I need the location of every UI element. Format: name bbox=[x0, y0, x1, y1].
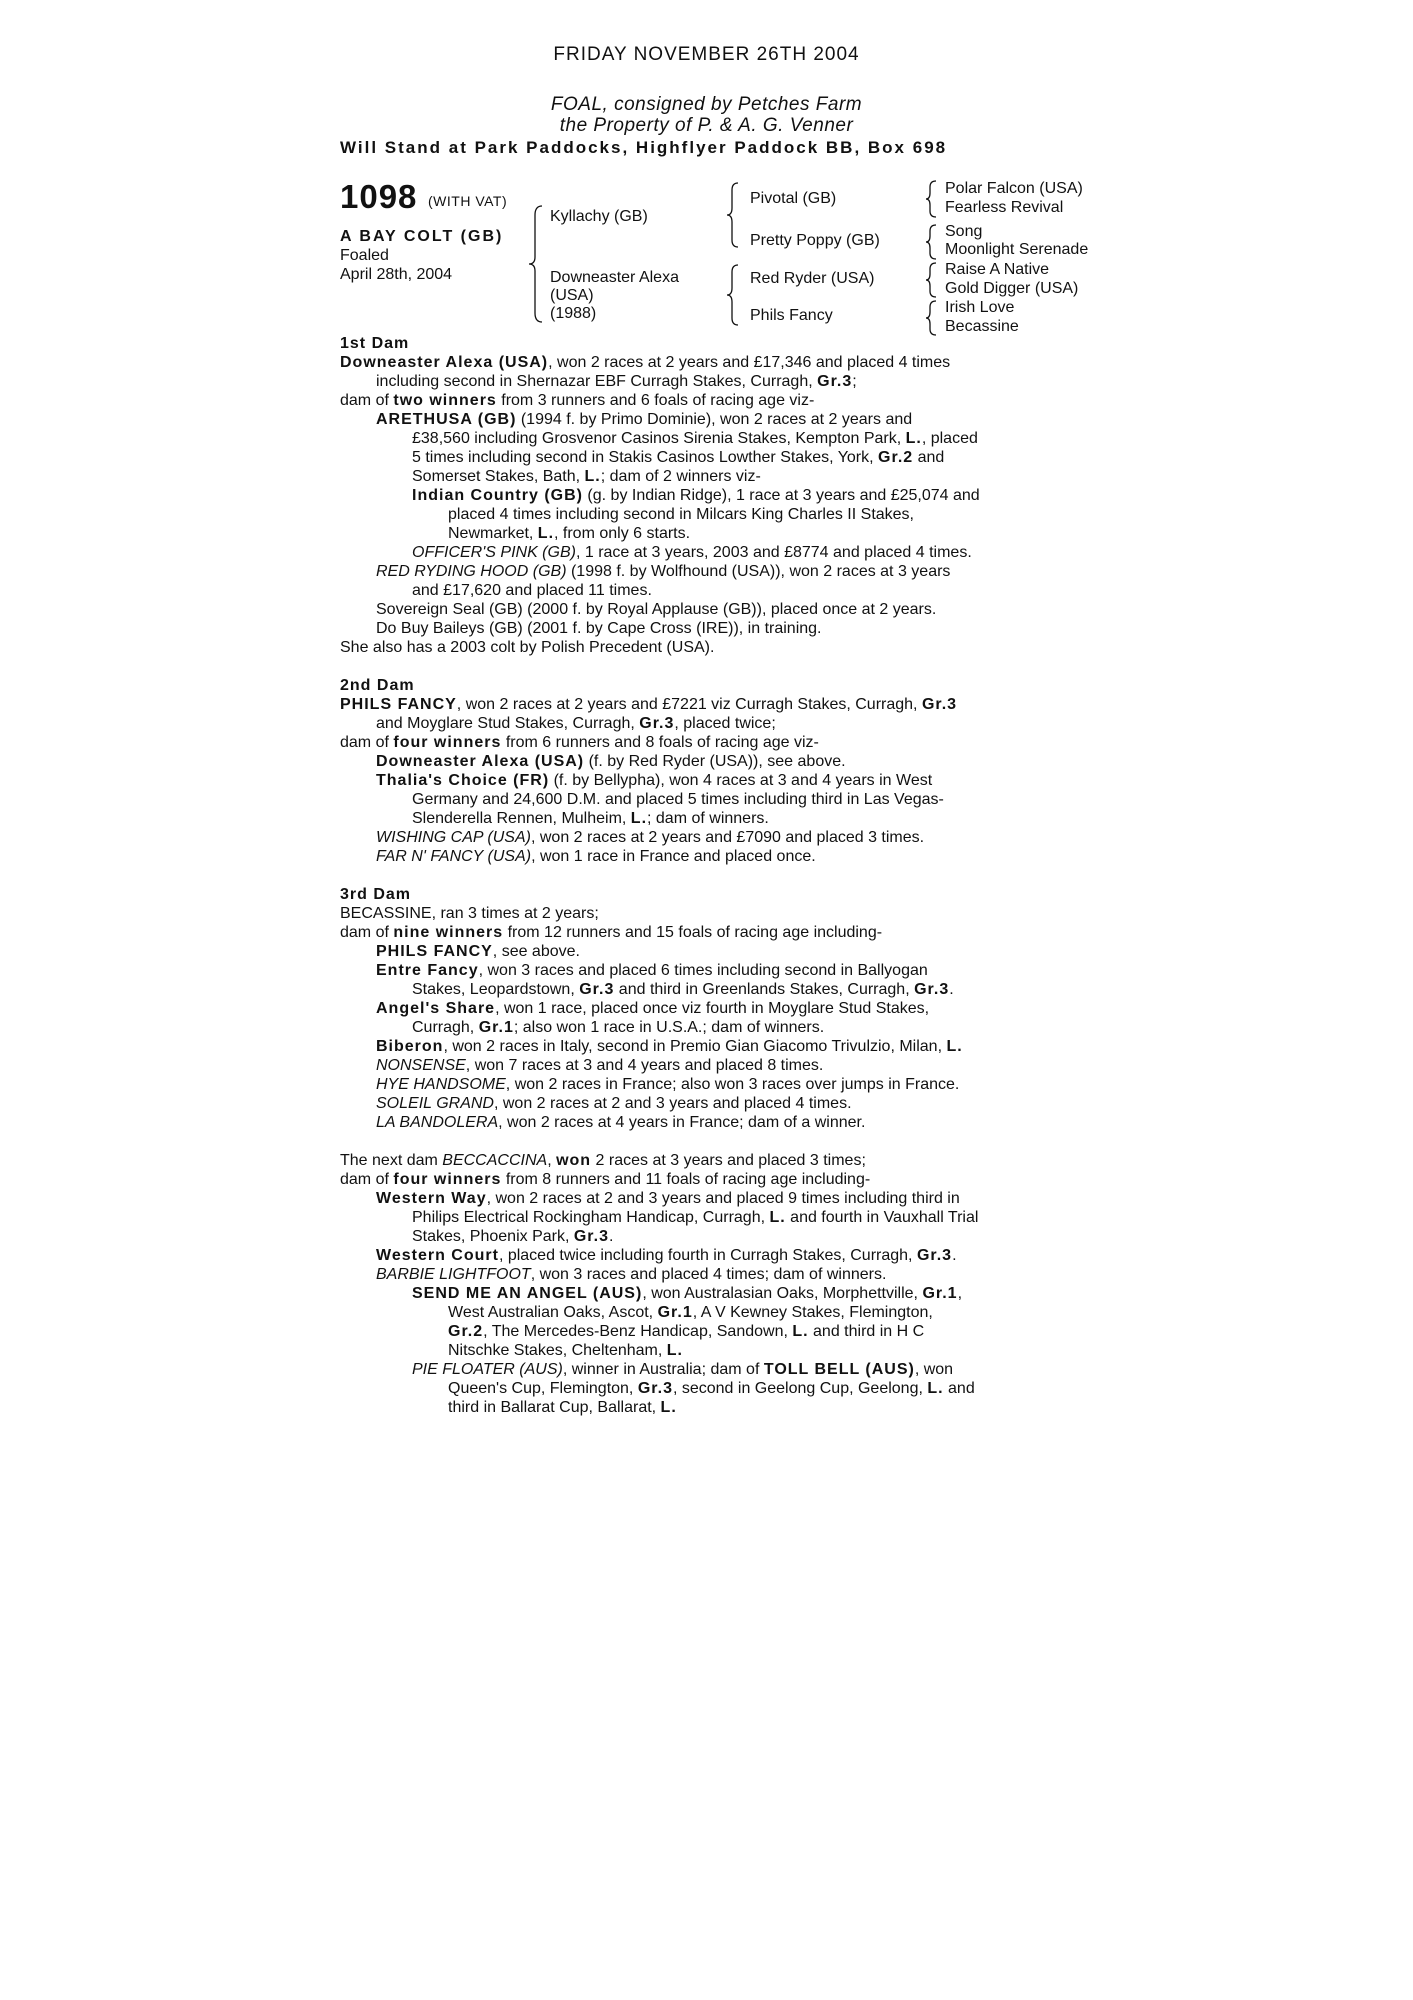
line-text: BECCACCINA bbox=[442, 1152, 548, 1169]
catalogue-line bbox=[340, 1018, 1080, 1037]
catalogue-line bbox=[340, 524, 1080, 543]
line-text: PHILS FANCY bbox=[376, 943, 493, 960]
line-text: Indian Country (GB) bbox=[412, 487, 583, 504]
line-text: SOLEIL GRAND bbox=[376, 1095, 494, 1112]
pedigree-dds: Irish Love bbox=[945, 299, 1015, 316]
pedigree-ddd: Becassine bbox=[945, 318, 1019, 335]
pedigree-sire-dam: Pretty Poppy (GB) bbox=[750, 232, 880, 249]
line-text: (1994 f. by Primo Dominie), won 2 races at 2 years and bbox=[516, 411, 913, 428]
line-text: . bbox=[609, 1228, 614, 1245]
line-text: , won 2 races at 2 years and £17,346 and placed 4 times bbox=[548, 354, 951, 371]
catalogue-line bbox=[340, 1189, 1080, 1208]
catalogue-line bbox=[340, 467, 1080, 486]
line-text: 2 races at 3 years and placed 3 times; bbox=[591, 1152, 866, 1169]
catalogue-line bbox=[340, 733, 1080, 752]
line-text: ; dam of 2 winners viz- bbox=[600, 468, 761, 485]
line-text: dam of bbox=[340, 1171, 394, 1188]
line-text: , 1 race at 3 years, 2003 and £8774 and placed 4 times. bbox=[575, 544, 972, 561]
line-text: TOLL BELL (AUS) bbox=[763, 1361, 915, 1378]
line-text: , won 7 races at 3 and 4 years and placed 8 times. bbox=[465, 1057, 824, 1074]
paragraph-gap bbox=[340, 866, 1080, 885]
line-text: and Moyglare Stud Stakes, Curragh, bbox=[376, 715, 640, 732]
line-text: Stakes, Leopardstown, bbox=[412, 981, 580, 998]
line-text: L. bbox=[927, 1380, 944, 1397]
line-text: dam of bbox=[340, 924, 394, 941]
line-text: Sovereign Seal (GB) (2000 f. by Royal Applause (GB)), placed once at 2 years. bbox=[376, 601, 937, 618]
line-text: (g. by Indian Ridge), 1 race at 3 years and £25,074 and bbox=[582, 487, 980, 504]
line-text: from 8 runners and 11 foals of racing age including- bbox=[501, 1171, 871, 1188]
line-text: (f. by Bellypha), won 4 races at 3 and 4 years in West bbox=[549, 772, 933, 789]
line-text: LA BANDOLERA bbox=[376, 1114, 499, 1131]
line-text: L. bbox=[792, 1323, 809, 1340]
line-text: four winners bbox=[393, 734, 502, 751]
line-text: L. bbox=[537, 525, 555, 542]
line-text: , bbox=[547, 1152, 557, 1169]
line-text: ARETHUSA (GB) bbox=[376, 411, 517, 428]
line-text: BECASSINE, ran 3 times at 2 years; bbox=[340, 905, 599, 922]
line-text: from 3 runners and 6 foals of racing age viz- bbox=[496, 392, 815, 409]
paragraph-gap bbox=[340, 657, 1080, 676]
line-text: Downeaster Alexa (USA) bbox=[376, 753, 585, 770]
line-text: , won 2 races at 2 years and £7221 viz Curragh Stakes, Curragh, bbox=[456, 696, 922, 713]
line-text: placed 4 times including second in Milcars King Charles II Stakes, bbox=[448, 506, 914, 523]
pedigree-dam-dam: Phils Fancy bbox=[750, 307, 833, 324]
line-text: OFFICER'S PINK (GB) bbox=[412, 544, 576, 561]
line-text: nine winners bbox=[393, 924, 504, 941]
line-text: Gr.3 bbox=[573, 1228, 609, 1245]
catalogue-line bbox=[340, 1170, 1080, 1189]
catalogue-line bbox=[340, 1208, 1080, 1227]
catalogue-line bbox=[340, 885, 1080, 904]
line-text: Queen's Cup, Flemington, bbox=[448, 1380, 638, 1397]
catalogue-line bbox=[340, 1037, 1080, 1056]
catalogue-line bbox=[340, 1284, 1080, 1303]
line-text: , bbox=[957, 1285, 963, 1302]
line-text: and bbox=[943, 1380, 975, 1397]
pedigree-brace-dd bbox=[925, 300, 939, 336]
line-text: from 12 runners and 15 foals of racing age including- bbox=[503, 924, 883, 941]
section-heading: 2nd Dam bbox=[340, 677, 415, 694]
line-text: HYE HANDSOME bbox=[376, 1076, 506, 1093]
foaled-date: April 28th, 2004 bbox=[340, 266, 453, 283]
property-line: the Property of P. & A. G. Venner bbox=[559, 115, 854, 136]
catalogue-line bbox=[340, 448, 1080, 467]
catalogue-line bbox=[340, 752, 1080, 771]
pedigree-dss: Raise A Native bbox=[945, 261, 1050, 278]
catalogue-line bbox=[340, 1056, 1080, 1075]
line-text: 5 times including second in Stakis Casinos Lowther Stakes, York, bbox=[412, 449, 879, 466]
catalogue-line bbox=[340, 847, 1080, 866]
catalogue-line bbox=[340, 581, 1080, 600]
line-text: Gr.1 bbox=[922, 1285, 958, 1302]
line-text: , second in Geelong Cup, Geelong, bbox=[672, 1380, 928, 1397]
line-text: BARBIE LIGHTFOOT bbox=[376, 1266, 531, 1283]
line-text: FAR N' FANCY (USA) bbox=[376, 848, 532, 865]
line-text: , from only 6 starts. bbox=[554, 525, 691, 542]
line-text: Gr.3 bbox=[579, 981, 615, 998]
line-text: L. bbox=[905, 430, 922, 447]
catalogue-line bbox=[340, 1398, 1080, 1417]
line-text: L. bbox=[584, 468, 601, 485]
catalogue-line bbox=[340, 334, 1080, 353]
line-text: Slenderella Rennen, Mulheim, bbox=[412, 810, 631, 827]
line-text: West Australian Oaks, Ascot, bbox=[448, 1304, 658, 1321]
catalogue-line bbox=[340, 410, 1080, 429]
line-text: Germany and 24,600 D.M. and placed 5 times including third in Las Vegas- bbox=[412, 791, 944, 808]
catalogue-line bbox=[340, 638, 1080, 657]
catalogue-line bbox=[340, 1322, 1080, 1341]
pedigree-dam-line1: Downeaster Alexa bbox=[550, 269, 679, 286]
line-text: Western Way bbox=[376, 1190, 487, 1207]
catalogue-line bbox=[340, 543, 1080, 562]
line-text: dam of bbox=[340, 392, 394, 409]
pedigree-brace-dam bbox=[726, 264, 742, 326]
line-text: third in Ballarat Cup, Ballarat, bbox=[448, 1399, 661, 1416]
pedigree-brace-ss bbox=[925, 180, 939, 218]
line-text: Western Court bbox=[376, 1247, 499, 1264]
line-text: dam of bbox=[340, 734, 394, 751]
line-text: RED RYDING HOOD (GB) bbox=[376, 563, 567, 580]
line-text: and third in Greenlands Stakes, Curragh, bbox=[614, 981, 915, 998]
line-text: Entre Fancy bbox=[376, 962, 479, 979]
catalogue-line bbox=[340, 1379, 1080, 1398]
catalogue-line bbox=[340, 1227, 1080, 1246]
line-text: Gr.1 bbox=[657, 1304, 693, 1321]
catalogue-line bbox=[340, 619, 1080, 638]
line-text: , placed twice including fourth in Curragh Stakes, Curragh, bbox=[498, 1247, 917, 1264]
line-text: WISHING CAP (USA) bbox=[376, 829, 531, 846]
catalogue-line bbox=[340, 809, 1080, 828]
line-text: , won 2 races at 2 and 3 years and placed 9 times including third in bbox=[486, 1190, 960, 1207]
stand-location: Will Stand at Park Paddocks, Highflyer Paddock BB, Box 698 bbox=[340, 138, 948, 157]
catalogue-line bbox=[340, 372, 1080, 391]
catalogue-line bbox=[340, 1265, 1080, 1284]
catalogue-line bbox=[340, 1075, 1080, 1094]
pedigree-sdd: Moonlight Serenade bbox=[945, 241, 1089, 258]
line-text: , The Mercedes-Benz Handicap, Sandown, bbox=[483, 1323, 793, 1340]
line-text: . bbox=[949, 981, 954, 998]
pedigree-brace-first bbox=[528, 205, 548, 323]
pedigree-dam-line3: (1988) bbox=[550, 305, 597, 322]
line-text: , won 2 races at 2 and 3 years and placed 4 times. bbox=[493, 1095, 852, 1112]
line-text: Gr.1 bbox=[478, 1019, 514, 1036]
line-text: ; dam of winners. bbox=[647, 810, 769, 827]
line-text: L. bbox=[660, 1399, 677, 1416]
pedigree-dsd: Gold Digger (USA) bbox=[945, 280, 1079, 297]
line-text: She also has a 2003 colt by Polish Precedent (USA). bbox=[340, 639, 715, 656]
catalogue-line bbox=[340, 1341, 1080, 1360]
line-text: , won 2 races at 4 years in France; dam of a winner. bbox=[498, 1114, 866, 1131]
pedigree-brace-sd bbox=[925, 224, 939, 260]
pedigree-sss: Polar Falcon (USA) bbox=[945, 180, 1083, 197]
line-text: and bbox=[913, 449, 945, 466]
line-text: Downeaster Alexa (USA) bbox=[340, 354, 549, 371]
pedigree-ssd: Fearless Revival bbox=[945, 199, 1064, 216]
line-text: Biberon bbox=[376, 1038, 444, 1055]
line-text: Gr.3 bbox=[637, 1380, 673, 1397]
line-text: Gr.2 bbox=[878, 449, 914, 466]
line-text: , placed twice; bbox=[674, 715, 776, 732]
lot-number: 1098 bbox=[340, 178, 418, 215]
catalogue-line bbox=[340, 771, 1080, 790]
line-text: including second in Shernazar EBF Curragh Stakes, Curragh, bbox=[376, 373, 818, 390]
catalogue-line bbox=[340, 980, 1080, 999]
catalogue-line bbox=[340, 923, 1080, 942]
line-text: Do Buy Baileys (GB) (2001 f. by Cape Cross (IRE)), in training. bbox=[376, 620, 822, 637]
line-text: two winners bbox=[393, 392, 497, 409]
line-text: L. bbox=[769, 1209, 786, 1226]
catalogue-line bbox=[340, 1360, 1080, 1379]
catalogue-line bbox=[340, 486, 1080, 505]
line-text: ; also won 1 race in U.S.A.; dam of winners. bbox=[513, 1019, 825, 1036]
line-text: , won 2 races at 2 years and £7090 and placed 3 times. bbox=[530, 829, 925, 846]
pedigree-brace-ds bbox=[925, 262, 939, 298]
line-text: L. bbox=[630, 810, 648, 827]
catalogue-line bbox=[340, 695, 1080, 714]
catalogue-line bbox=[340, 1094, 1080, 1113]
catalogue-line bbox=[340, 391, 1080, 410]
line-text: Curragh, bbox=[412, 1019, 479, 1036]
line-text: , winner in Australia; dam of bbox=[562, 1361, 764, 1378]
catalogue-line bbox=[340, 828, 1080, 847]
pedigree-dam-sire: Red Ryder (USA) bbox=[750, 270, 875, 287]
catalogue-line bbox=[340, 999, 1080, 1018]
catalogue-body bbox=[340, 334, 1080, 1417]
line-text: , won 3 races and placed 4 times; dam of winners. bbox=[530, 1266, 887, 1283]
catalogue-line bbox=[340, 429, 1080, 448]
line-text: PIE FLOATER (AUS) bbox=[412, 1361, 563, 1378]
line-text: Angel's Share bbox=[376, 1000, 496, 1017]
pedigree-dam-line2: (USA) bbox=[550, 287, 594, 304]
catalogue-line bbox=[340, 562, 1080, 581]
line-text: £38,560 including Grosvenor Casinos Sirenia Stakes, Kempton Park, bbox=[412, 430, 906, 447]
line-text: Philips Electrical Rockingham Handicap, Curragh, bbox=[412, 1209, 770, 1226]
section-heading: 3rd Dam bbox=[340, 886, 412, 903]
line-text: , won Australasian Oaks, Morphettville, bbox=[642, 1285, 923, 1302]
catalogue-line bbox=[340, 904, 1080, 923]
line-text: (1998 f. by Wolfhound (USA)), won 2 races at 3 years bbox=[566, 563, 951, 580]
line-text: Gr.3 bbox=[921, 696, 958, 713]
catalogue-line bbox=[340, 942, 1080, 961]
paragraph-gap bbox=[340, 1132, 1080, 1151]
catalogue-line bbox=[340, 1303, 1080, 1322]
line-text: four winners bbox=[393, 1171, 502, 1188]
line-text: Gr.3 bbox=[916, 1247, 953, 1264]
line-text: Newmarket, bbox=[448, 525, 538, 542]
pedigree-sds: Song bbox=[945, 223, 983, 240]
line-text: , won 2 races in France; also won 3 races over jumps in France. bbox=[505, 1076, 960, 1093]
line-text: and third in H C bbox=[808, 1323, 925, 1340]
catalogue-line bbox=[340, 505, 1080, 524]
line-text: and £17,620 and placed 11 times. bbox=[412, 582, 652, 599]
line-text: and fourth in Vauxhall Trial bbox=[785, 1209, 979, 1226]
line-text: Gr.3 bbox=[914, 981, 950, 998]
lot-vat: (WITH VAT) bbox=[428, 193, 508, 209]
line-text: , won 3 races and placed 6 times including second in Ballyogan bbox=[478, 962, 928, 979]
catalogue-line bbox=[340, 1113, 1080, 1132]
line-text: Gr.3 bbox=[817, 373, 853, 390]
line-text: . bbox=[952, 1247, 957, 1264]
foaled-label: Foaled bbox=[340, 247, 389, 264]
catalogue-line bbox=[340, 1246, 1080, 1265]
catalogue-line bbox=[340, 600, 1080, 619]
line-text: Gr.2 bbox=[448, 1323, 484, 1340]
line-text: , won 1 race in France and placed once. bbox=[531, 848, 816, 865]
consignor-line: FOAL, consigned by Petches Farm bbox=[550, 94, 863, 115]
line-text: NONSENSE bbox=[376, 1057, 466, 1074]
line-text: won bbox=[556, 1152, 592, 1169]
catalogue-line bbox=[340, 1151, 1080, 1170]
line-text: Stakes, Phoenix Park, bbox=[412, 1228, 574, 1245]
catalogue-line bbox=[340, 790, 1080, 809]
line-text: L. bbox=[666, 1342, 683, 1359]
catalogue-line bbox=[340, 353, 1080, 372]
line-text: The next dam bbox=[340, 1152, 443, 1169]
catalogue-line bbox=[340, 676, 1080, 695]
line-text: , won bbox=[914, 1361, 954, 1378]
line-text: (f. by Red Ryder (USA)), see above. bbox=[584, 753, 846, 770]
sale-date: FRIDAY NOVEMBER 26TH 2004 bbox=[553, 44, 860, 65]
line-text: , see above. bbox=[492, 943, 580, 960]
line-text: from 6 runners and 8 foals of racing age viz- bbox=[501, 734, 819, 751]
section-heading: 1st Dam bbox=[340, 335, 410, 352]
line-text: PHILS FANCY bbox=[340, 696, 457, 713]
line-text: , won 2 races in Italy, second in Premio Gian Giacomo Trivulzio, Milan, bbox=[443, 1038, 947, 1055]
line-text: Nitschke Stakes, Cheltenham, bbox=[448, 1342, 667, 1359]
pedigree-sire: Kyllachy (GB) bbox=[550, 208, 648, 225]
line-text: , placed bbox=[921, 430, 978, 447]
line-text: L. bbox=[946, 1038, 963, 1055]
line-text: , A V Kewney Stakes, Flemington, bbox=[692, 1304, 933, 1321]
catalogue-line bbox=[340, 714, 1080, 733]
line-text: Somerset Stakes, Bath, bbox=[412, 468, 585, 485]
lot-description: A BAY COLT (GB) bbox=[340, 228, 504, 245]
line-text: Gr.3 bbox=[639, 715, 675, 732]
pedigree-sire-sire: Pivotal (GB) bbox=[750, 190, 837, 207]
line-text: SEND ME AN ANGEL (AUS) bbox=[412, 1285, 643, 1302]
line-text: Thalia's Choice (FR) bbox=[376, 772, 550, 789]
line-text: ; bbox=[852, 373, 857, 390]
catalogue-line bbox=[340, 961, 1080, 980]
pedigree-brace-sire bbox=[726, 182, 742, 248]
line-text: , won 1 race, placed once viz fourth in Moyglare Stud Stakes, bbox=[495, 1000, 930, 1017]
